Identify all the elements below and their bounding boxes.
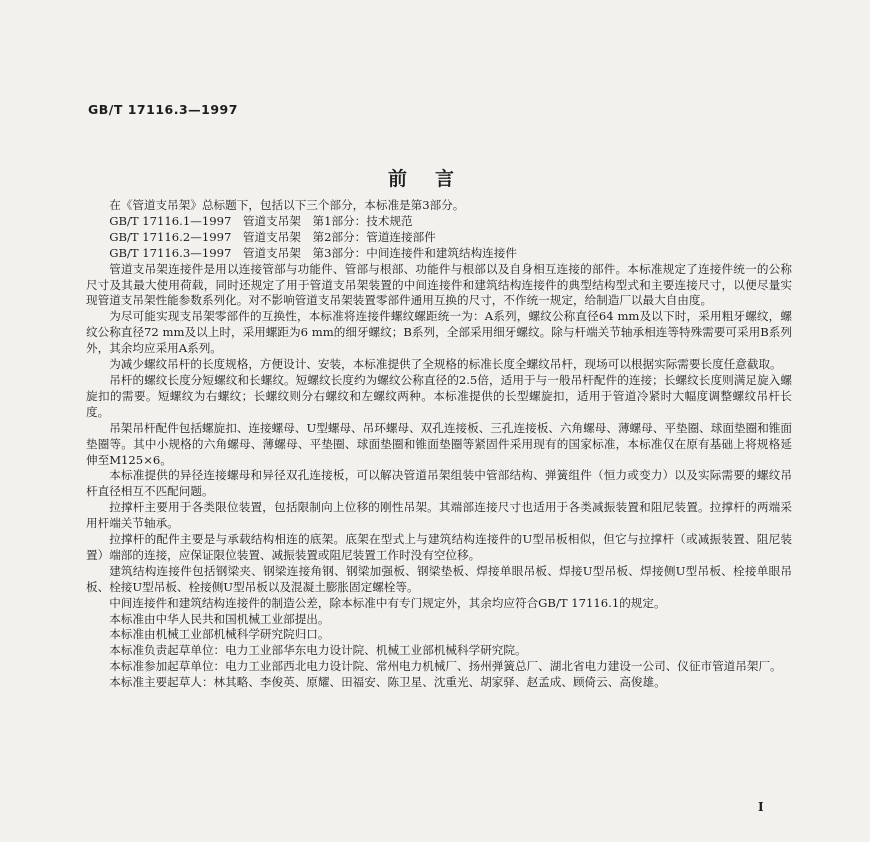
paragraph: 拉撑杆主要用于各类限位装置，包括限制向上位移的刚性吊架。其端部连接尺寸也适用于各类减振装置和阻尼装置。拉撑杆的两端采用杆端关节轴承。 bbox=[86, 500, 792, 531]
standard-code: GB/T 17116.3—1997 bbox=[88, 102, 238, 117]
page-number: Ⅰ bbox=[758, 800, 764, 814]
page-title: 前言 bbox=[387, 168, 482, 190]
paragraph: 本标准主要起草人：林其略、李俊英、原耀、田福安、陈卫星、沈重光、胡家驿、赵孟成、顾倚云、高俊雄。 bbox=[109, 675, 666, 690]
standard-list-item: GB/T 17116.3—1997 管道支吊架 第3部分：中间连接件和建筑结构连接件 bbox=[109, 245, 517, 260]
paragraph: 本标准参加起草单位：电力工业部西北电力设计院、常州电力机械厂、扬州弹簧总厂、湖北省电力建设一公司、仪征市管道吊架厂。 bbox=[109, 659, 782, 674]
standard-list-item: GB/T 17116.1—1997 管道支吊架 第1部分：技术规范 bbox=[109, 213, 413, 228]
paragraph: 中间连接件和建筑结构连接件的制造公差，除本标准中有专门规定外，其余均应符合GB/T 17116.1的规定。 bbox=[109, 595, 666, 610]
paragraph: 本标准负责起草单位：电力工业部华东电力设计院、机械工业部机械科学研究院。 bbox=[109, 643, 527, 658]
paragraph: 吊架吊杆配件包括螺旋扣、连接螺母、U型螺母、吊环螺母、双孔连接板、三孔连接板、六角螺母、薄螺母、平垫圈、球面垫圈和锥面垫圈等。其中小规格的六角螺母、薄螺母、平垫圈、球面垫圈和锥面垫圈等紧固件采用现有的国家标准，本标准仅在原有基础上将规格延伸至M125×6。 bbox=[86, 420, 792, 467]
paragraph: 拉撑杆的配件主要是与承载结构相连的底架。底架在型式上与建筑结构连接件的U型吊板相似，但它与拉撑杆（或减振装置、阻尼装置）端部的连接，应保证限位装置、减振装置或阻尼装置工作时没有空位移。 bbox=[86, 532, 792, 562]
paragraph: 为减少螺纹吊杆的长度规格，方便设计、安装，本标准提供了全规格的标准长度全螺纹吊杆，现场可以根据实际需要长度任意截取。 bbox=[109, 357, 782, 372]
paragraph: 本标准提供的异径连接螺母和异径双孔连接板，可以解决管道吊架组装中管部结构、弹簧组件（恒力或变力）以及实际需要的螺纹吊杆直径相互不匹配问题。 bbox=[86, 468, 792, 499]
paragraph: 本标准由中华人民共和国机械工业部提出。 bbox=[109, 611, 330, 626]
paragraph: 在《管道支吊架》总标题下，包括以下三个部分，本标准是第3部分。 bbox=[109, 198, 465, 212]
paragraph: 为尽可能实现支吊架零部件的互换性，本标准将连接件螺纹螺距统一为：A系列，螺纹公称直径64 mm及以下时，采用粗牙螺纹，螺纹公称直径72 mm及以上时，采用螺距为6 mm的细牙螺纹；B系列，全部采用细牙螺纹。除与杆端关节轴承相连等特殊需要可采用B系列外，其余均应采用A系列。 bbox=[86, 309, 792, 356]
paragraph: 管道支吊架连接件是用以连接管部与功能件、管部与根部、功能件与根部以及自身相互连接的部件。本标准规定了连接件统一的公称尺寸及其最大使用荷载，同时还规定了用于管道支吊架装置的中间连接件和建筑结构连接件的典型结构型式和主要连接尺寸，以便尽量实现管道支吊架性能参数系列化。对不影响管道支吊架装置零部件通用互换的尺寸，不作统一规定，给制造厂以最大自由度。 bbox=[86, 261, 792, 308]
paragraph: 本标准由机械工业部机械科学研究院归口。 bbox=[109, 627, 330, 642]
paragraph: 吊杆的螺纹长度分短螺纹和长螺纹。短螺纹长度约为螺纹公称直径的2.5倍，适用于与一般吊杆配件的连接；长螺纹长度则满足旋入螺旋扣的需要。短螺纹为右螺纹；长螺纹则分右螺纹和左螺纹两种。本标准提供的长型螺旋扣，适用于管道冷紧时大幅度调整螺纹吊杆长度。 bbox=[86, 372, 792, 419]
document-body bbox=[86, 198, 792, 691]
standard-list-item: GB/T 17116.2—1997 管道支吊架 第2部分：管道连接部件 bbox=[109, 229, 436, 244]
paragraph: 建筑结构连接件包括钢梁夹、钢梁连接角钢、钢梁加强板、钢梁垫板、焊接单眼吊板、焊接U型吊板、焊接侧U型吊板、栓接单眼吊板、栓接U型吊板、栓接侧U型吊板以及混凝土膨胀固定螺栓等。 bbox=[86, 563, 792, 594]
